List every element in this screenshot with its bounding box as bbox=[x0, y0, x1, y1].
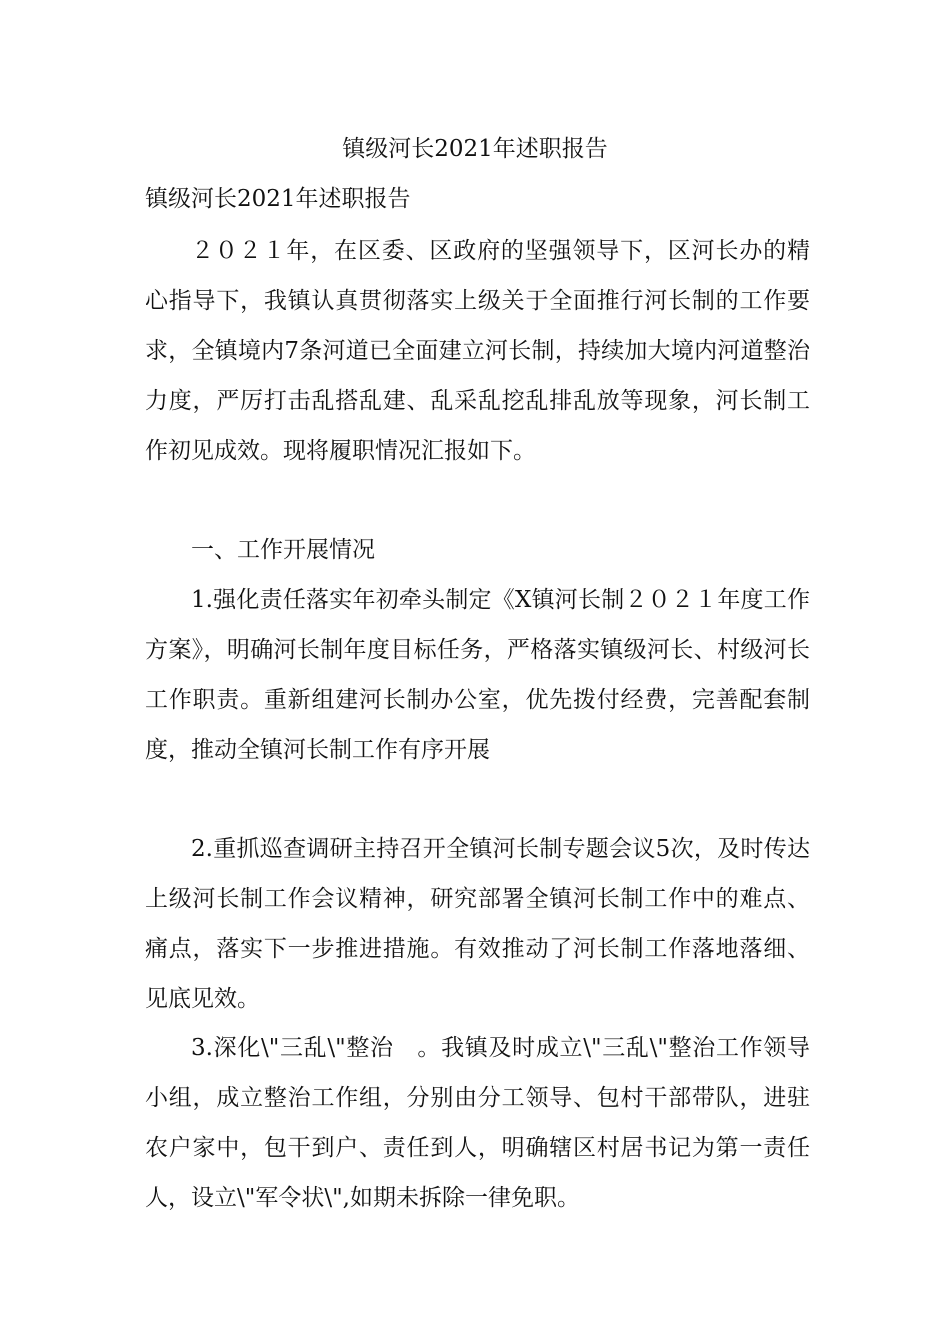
item-paragraph-2: 2.重抓巡查调研主持召开全镇河长制专题会议5次，及时传达上级河长制工作会议精神，研究部署全镇河长制工作中的难点、痛点，落实下一步推进措施。有效推动了河长制工作落地落细、见底见效。 bbox=[145, 836, 810, 1012]
document-subtitle: 镇级河长2021年述职报告 bbox=[145, 186, 411, 212]
item-paragraph-1: 1.强化责任落实年初牵头制定《X镇河长制２０２１年度工作方案》，明确河长制年度目标任务，严格落实镇级河长、村级河长工作职责。重新组建河长制办公室，优先拨付经费，完善配套制度，推动全镇河长制工作有序开展 bbox=[145, 587, 810, 763]
section-heading: 一、工作开展情况 bbox=[191, 537, 375, 563]
item-paragraph-3: 3.深化\"三乱\"整治 。我镇及时成立\"三乱\"整治工作领导小组，成立整治工作组，分别由分工领导、包村干部带队，进驻农户家中，包干到户、责任到人，明确辖区村居书记为第一责任人，设立\"军令状\",如期未拆除一律免职。 bbox=[145, 1035, 810, 1211]
document-title: 镇级河长2021年述职报告 bbox=[342, 136, 608, 162]
intro-paragraph: ２０２１年，在区委、区政府的坚强领导下，区河长办的精心指导下，我镇认真贯彻落实上级关于全面推行河长制的工作要求，全镇境内7条河道已全面建立河长制，持续加大境内河道整治力度，严厉打击乱搭乱建、乱采乱挖乱排乱放等现象，河长制工作初见成效。现将履职情况汇报如下。 bbox=[145, 238, 810, 464]
